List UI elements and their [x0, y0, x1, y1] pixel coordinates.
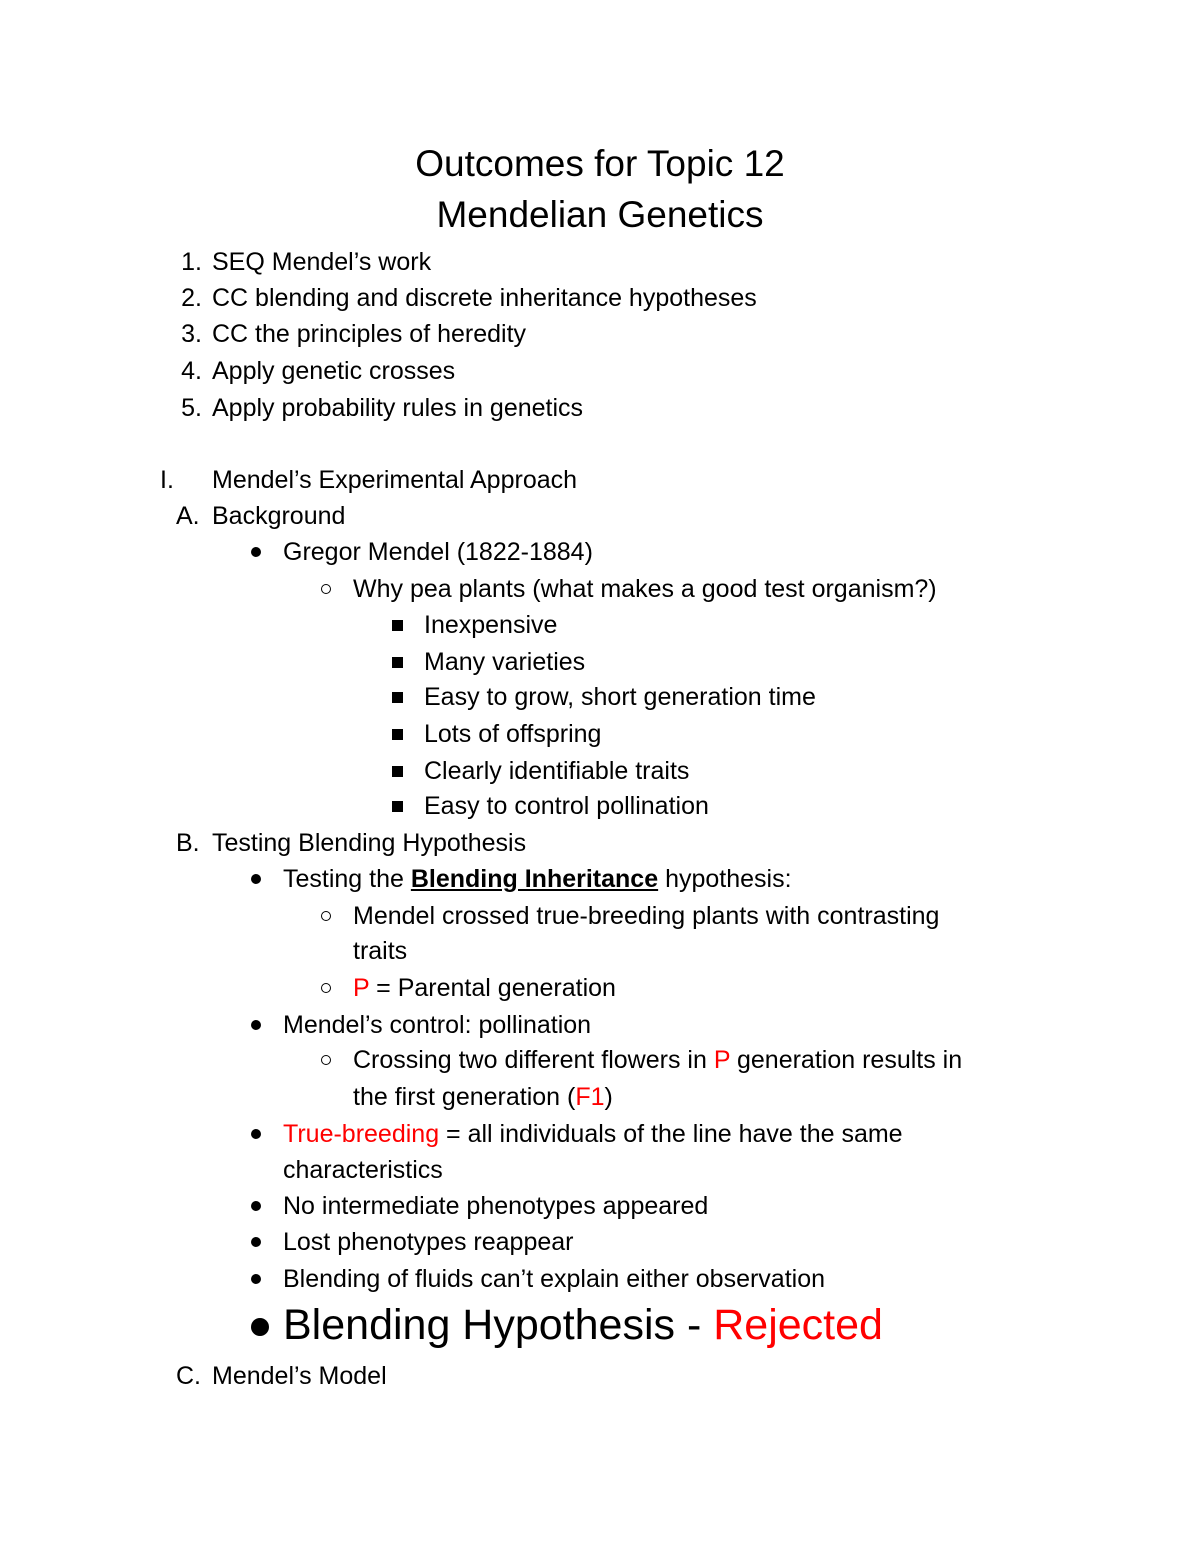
outcome-item: CC the principles of heredity: [212, 320, 527, 348]
key-term: P: [713, 1046, 731, 1074]
sub-bullet-item: Why pea plants (what makes a good test organism?): [353, 575, 937, 603]
verdict-line: [283, 1299, 883, 1351]
sub-bullet-continuation: [353, 1081, 613, 1113]
large-bullet-icon: [251, 1318, 269, 1336]
text-segment: = all individuals of the line have the same: [439, 1120, 903, 1148]
list-item: Easy to control pollination: [424, 792, 709, 820]
text-segment: hypothesis:: [658, 865, 792, 893]
text-segment: Blending Hypothesis -: [283, 1301, 714, 1349]
section-numeral: I.: [160, 466, 174, 494]
outcome-item: Apply genetic crosses: [212, 357, 456, 385]
sub-bullet-continuation: traits: [353, 937, 408, 965]
subsection-heading: Mendel’s Model: [212, 1362, 387, 1390]
list-item: Many varieties: [424, 648, 586, 676]
bullet-icon: [251, 547, 261, 557]
bullet-item: Blending of fluids can’t explain either observation: [283, 1265, 826, 1293]
square-bullet-icon: [392, 729, 403, 740]
outcome-number: 1.: [181, 248, 202, 276]
key-term: Blending Inheritance: [410, 865, 659, 893]
subsection-letter: B.: [176, 829, 200, 857]
subsection-heading: Background: [212, 502, 346, 530]
subsection-letter: A.: [176, 502, 200, 530]
hollow-bullet-icon: [321, 1055, 331, 1065]
square-bullet-icon: [392, 801, 403, 812]
sub-bullet-item: Mendel crossed true-breeding plants with contrasting: [353, 902, 940, 930]
bullet-item: Gregor Mendel (1822-1884): [283, 538, 593, 566]
bullet-icon: [251, 1237, 261, 1247]
text-segment: generation results in: [730, 1046, 963, 1074]
bullet-icon: [251, 1274, 261, 1284]
square-bullet-icon: [392, 766, 403, 777]
text-segment: the first generation (: [353, 1083, 576, 1111]
subsection-letter: C.: [176, 1362, 201, 1390]
section-heading: Mendel’s Experimental Approach: [212, 466, 578, 494]
text-segment: ): [604, 1083, 613, 1111]
square-bullet-icon: [392, 620, 403, 631]
subsection-heading: Testing Blending Hypothesis: [212, 829, 527, 857]
outcome-number: 5.: [181, 394, 202, 422]
hollow-bullet-icon: [321, 983, 331, 993]
bullet-item: Lost phenotypes reappear: [283, 1228, 574, 1256]
bullet-continuation: characteristics: [283, 1156, 443, 1184]
list-item: Easy to grow, short generation time: [424, 683, 816, 711]
square-bullet-icon: [392, 657, 403, 668]
text-segment: Testing the: [283, 865, 411, 893]
bullet-item: [283, 1118, 903, 1150]
bullet-item: No intermediate phenotypes appeared: [283, 1192, 709, 1220]
bullet-icon: [251, 1129, 261, 1139]
page-subtitle: Mendelian Genetics: [436, 194, 764, 235]
bullet-item: Mendel’s control: pollination: [283, 1011, 592, 1039]
page-title: Outcomes for Topic 12: [415, 143, 785, 184]
bullet-icon: [251, 874, 261, 884]
outcome-item: SEQ Mendel’s work: [212, 248, 432, 276]
verdict-rejected: Rejected: [713, 1301, 883, 1349]
outcome-item: CC blending and discrete inheritance hypotheses: [212, 284, 757, 312]
list-item: Inexpensive: [424, 611, 558, 639]
text-segment: Crossing two different flowers in: [353, 1046, 714, 1074]
bullet-item: [283, 863, 792, 895]
bullet-icon: [251, 1201, 261, 1211]
sub-bullet-item: [353, 1044, 962, 1076]
key-term: F1: [575, 1083, 605, 1111]
key-term: P: [353, 974, 370, 1002]
outcome-item: Apply probability rules in genetics: [212, 394, 584, 422]
hollow-bullet-icon: [321, 911, 331, 921]
hollow-bullet-icon: [321, 584, 331, 594]
outcome-number: 2.: [181, 284, 202, 312]
square-bullet-icon: [392, 692, 403, 703]
outcome-number: 3.: [181, 320, 202, 348]
sub-bullet-item: [353, 972, 616, 1004]
list-item: Clearly identifiable traits: [424, 757, 690, 785]
list-item: Lots of offspring: [424, 720, 602, 748]
outcome-number: 4.: [181, 357, 202, 385]
key-term: True-breeding: [283, 1120, 440, 1148]
bullet-icon: [251, 1020, 261, 1030]
text-segment: = Parental generation: [369, 974, 616, 1002]
